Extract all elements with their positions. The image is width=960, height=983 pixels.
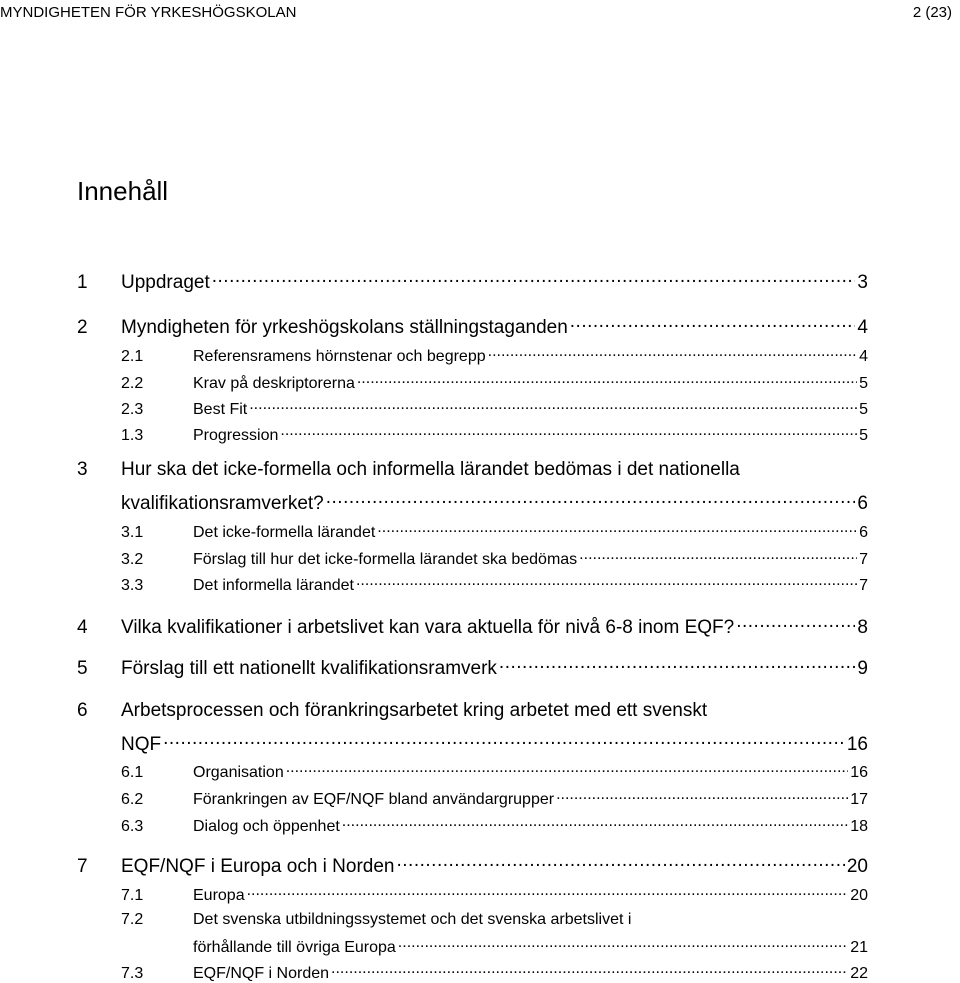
toc-entry-5[interactable] [77, 655, 868, 680]
toc-entry-6-1[interactable] [77, 761, 868, 782]
toc-entry-6-2[interactable] [77, 788, 868, 809]
toc-entry-number: 6 [77, 700, 88, 721]
toc-entry-page: 18 [850, 818, 868, 835]
toc-entry-page: 6 [857, 493, 868, 514]
dot-leader [357, 372, 857, 388]
dot-leader [356, 574, 857, 590]
toc-entry-1[interactable] [77, 269, 868, 294]
toc-entry-page: 22 [850, 965, 868, 982]
toc-entry-page: 5 [859, 375, 868, 392]
dot-leader [249, 398, 857, 414]
dot-leader [286, 761, 848, 777]
toc-entry-7-2-line2[interactable] [77, 936, 868, 957]
toc-entry-label: Vilka kvalifikationer i arbetslivet kan vara aktuella för nivå 6-8 inom EQF? [121, 617, 735, 638]
toc-entry-label: EQF/NQF i Europa och i Norden [121, 856, 395, 877]
toc-entry-label: Hur ska det icke-formella och informella lärandet bedömas i det nationella [121, 459, 740, 480]
dot-leader [570, 314, 856, 333]
toc-entry-page: 8 [857, 617, 868, 638]
dot-leader [488, 345, 857, 361]
toc-title: Innehåll [77, 176, 169, 206]
dot-leader [499, 655, 856, 674]
toc-entry-page: 6 [859, 524, 868, 541]
toc-entry-2-2[interactable] [77, 372, 868, 393]
toc-entry-page: 16 [850, 764, 868, 781]
toc-entry-label: EQF/NQF i Norden [193, 965, 330, 982]
toc-entry-3-1[interactable] [77, 521, 868, 542]
toc-entry-number: 2.3 [121, 401, 144, 418]
toc-entry-page: 5 [859, 427, 868, 444]
toc-entry-page: 20 [846, 856, 868, 877]
toc-entry-page: 7 [859, 551, 868, 568]
toc-entry-label: Organisation [193, 764, 284, 781]
dot-leader [326, 490, 856, 509]
toc-entry-label: kvalifikationsramverket? [121, 493, 324, 514]
toc-entry-label: Förankringen av EQF/NQF bland användargrupper [193, 791, 555, 808]
toc-entry-page: 5 [859, 401, 868, 418]
toc-entry-number: 2.1 [121, 348, 144, 365]
dot-leader [736, 614, 855, 633]
toc-entry-3-2[interactable] [77, 548, 868, 569]
organization-name: MYNDIGHETEN FÖR YRKESHÖGSKOLAN [0, 4, 297, 21]
toc-entry-page: 9 [857, 658, 868, 679]
toc-entry-number: 3.1 [121, 524, 144, 541]
toc-entry-page: 20 [850, 887, 868, 904]
toc-entry-page: 17 [850, 791, 868, 808]
toc-entry-page: 4 [859, 348, 868, 365]
toc-entry-label: Myndigheten för yrkeshögskolans ställningstaganden [121, 317, 568, 338]
toc-entry-label: Progression [193, 427, 279, 444]
toc-entry-number: 4 [77, 617, 88, 638]
toc-entry-number: 1 [77, 272, 88, 293]
toc-entry-6-line2[interactable] [77, 731, 868, 756]
dot-leader [247, 884, 849, 900]
toc-entry-page: 16 [846, 734, 868, 755]
toc-entry-label: Dialog och öppenhet [193, 818, 340, 835]
toc-entry-page: 3 [857, 272, 868, 293]
toc-entry-label: förhållande till övriga Europa [193, 939, 396, 956]
toc-entry-number: 7 [77, 856, 88, 877]
toc-entry-label: Uppdraget [121, 272, 210, 293]
toc-entry-label: Det informella lärandet [193, 577, 354, 594]
toc-entry-page: 4 [857, 317, 868, 338]
toc-entry-7-2-line1[interactable] [77, 911, 868, 929]
toc-entry-number: 6.2 [121, 791, 144, 808]
page-number: 2 (23) [912, 4, 952, 21]
toc-entry-label: Krav på deskriptorerna [193, 375, 355, 392]
toc-entry-page: 21 [850, 939, 868, 956]
toc-entry-4[interactable] [77, 614, 868, 639]
toc-entry-number: 6.3 [121, 818, 144, 835]
toc-entry-1-3[interactable] [77, 424, 868, 445]
dot-leader [397, 853, 845, 872]
toc-entry-7[interactable] [77, 853, 868, 878]
toc-entry-number: 3 [77, 459, 88, 480]
toc-entry-number: 1.3 [121, 427, 144, 444]
dot-leader [212, 269, 856, 288]
toc-entry-number: 5 [77, 658, 88, 679]
toc-entry-label: Best Fit [193, 401, 248, 418]
toc-entry-number: 6.1 [121, 764, 144, 781]
toc-entry-label: Förslag till ett nationellt kvalifikationsramverk [121, 658, 497, 679]
toc-entry-6-line1[interactable] [77, 700, 868, 722]
toc-entry-number: 2 [77, 317, 88, 338]
dot-leader [342, 815, 848, 831]
toc-entry-2-3[interactable] [77, 398, 868, 419]
toc-entry-number: 2.2 [121, 375, 144, 392]
page-header [0, 4, 960, 26]
toc-entry-number: 7.3 [121, 965, 144, 982]
dot-leader [163, 731, 845, 750]
toc-entry-7-1[interactable] [77, 884, 868, 905]
toc-entry-label: Europa [193, 887, 245, 904]
toc-entry-6-3[interactable] [77, 815, 868, 836]
toc-entry-number: 7.1 [121, 887, 144, 904]
toc-entry-label: Det svenska utbildningssystemet och det svenska arbetslivet i [193, 911, 632, 928]
dot-leader [556, 788, 848, 804]
toc-entry-label: Arbetsprocessen och förankringsarbetet kring arbetet med ett svenskt [121, 700, 708, 721]
toc-entry-label: NQF [121, 734, 162, 755]
toc-entry-number: 3.2 [121, 551, 144, 568]
dot-leader [398, 936, 848, 952]
toc-entry-label: Det icke-formella lärandet [193, 524, 376, 541]
dot-leader [331, 962, 848, 978]
toc-entry-7-3[interactable] [77, 962, 868, 983]
dot-leader [280, 424, 857, 440]
toc-entry-page: 7 [859, 577, 868, 594]
toc-entry-3-line2[interactable] [77, 490, 868, 515]
toc-entry-number: 7.2 [121, 911, 144, 928]
toc-entry-3-3[interactable] [77, 574, 868, 595]
toc-entry-label: Referensramens hörnstenar och begrepp [193, 348, 486, 365]
toc-entry-2[interactable] [77, 314, 868, 339]
dot-leader [377, 521, 857, 537]
toc-entry-label: Förslag till hur det icke-formella lärandet ska bedömas [193, 551, 578, 568]
toc-entry-number: 3.3 [121, 577, 144, 594]
toc-entry-3-line1[interactable] [77, 459, 868, 481]
dot-leader [579, 548, 857, 564]
toc-entry-2-1[interactable] [77, 345, 868, 366]
